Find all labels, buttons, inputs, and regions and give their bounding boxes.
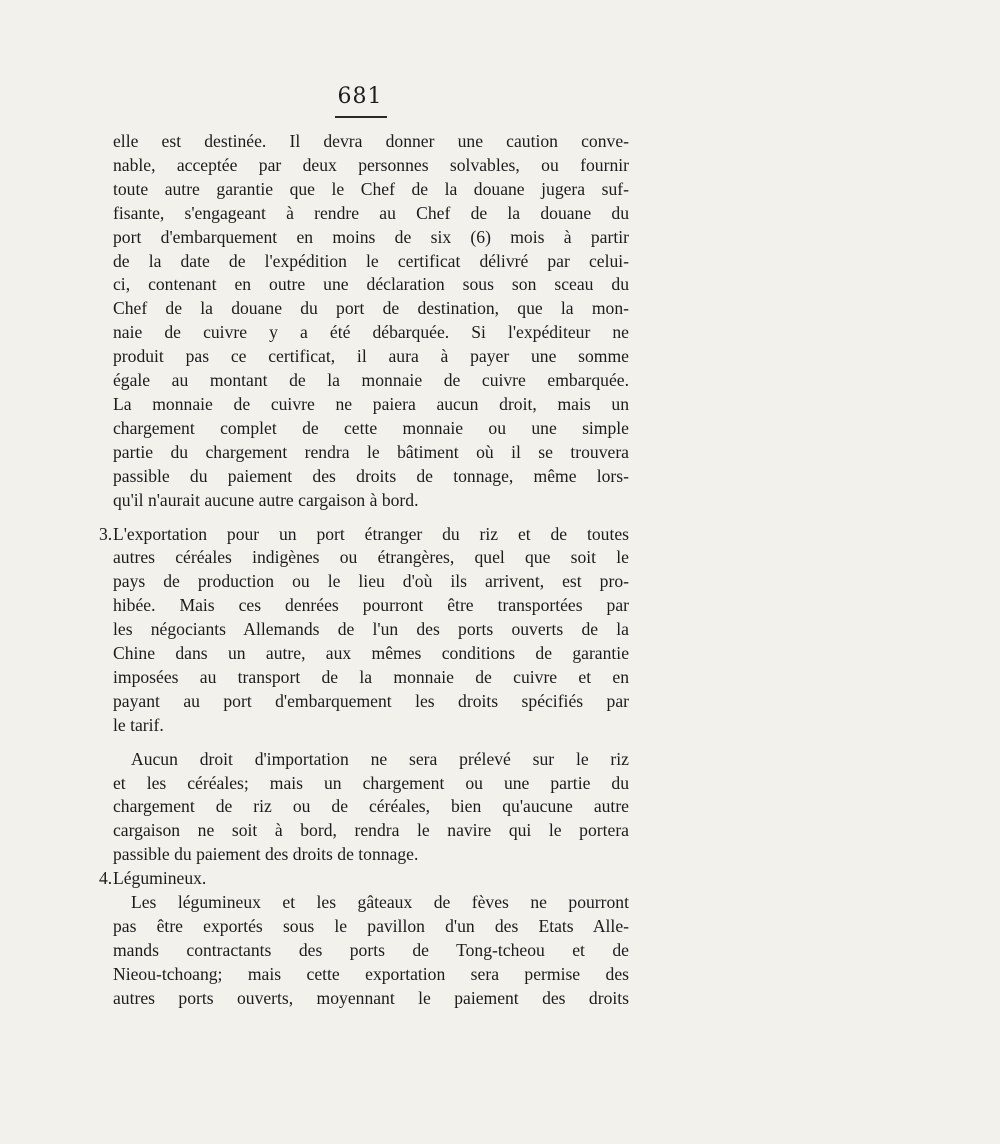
item-4-heading: Légumineux. [113, 868, 207, 889]
text-line: chargement complet de cette monnaie ou une simple [113, 417, 629, 438]
text-line: toute autre garantie que le Chef de la douane jugera suf- [113, 178, 629, 199]
text-line: égale au montant de la monnaie de cuivre embarquée. [113, 370, 629, 391]
text-line: imposées au transport de la monnaie de cuivre et en [113, 666, 629, 687]
text-line: L'exportation pour un port étranger du riz et de toutes [113, 523, 629, 544]
text-line: Les légumineux et les gâteaux de fèves ne pourront [131, 892, 629, 913]
item-4-text [113, 891, 629, 1011]
text-line: naie de cuivre y a été débarquée. Si l'expéditeur ne [113, 322, 629, 343]
paragraph-gap [113, 513, 629, 523]
item-3-number: 3. [99, 523, 113, 544]
item-3-text [113, 523, 629, 738]
text-line: autres céréales indigènes ou étrangères, quel que soit le [113, 547, 629, 568]
text-line: elle est destinée. Il devra donner une caution conve- [113, 131, 629, 151]
text-line: payant au port d'embarquement les droits spécifiés par [113, 690, 629, 711]
text-line: ci, contenant en outre une déclaration sous son sceau du [113, 274, 629, 295]
page-number: 681 [337, 84, 383, 109]
text-line: les négociants Allemands de l'un des ports ouverts de la [113, 619, 629, 640]
text-line: autres ports ouverts, moyennant le paiement des droits [113, 987, 629, 1008]
item-3-rice-cereals [99, 523, 629, 738]
text-line: Aucun droit d'importation ne sera prélevé sur le riz [131, 748, 629, 769]
text-line: de la date de l'expédition le certificat délivré par celui- [113, 250, 629, 271]
text-line: chargement de riz ou de céréales, bien qu'aucune autre [113, 796, 629, 817]
item-4-heading-line [113, 867, 629, 891]
text-line: qu'il n'aurait aucune autre cargaison à bord. [113, 489, 419, 510]
text-line: cargaison ne soit à bord, rendra le navire qui le portera [113, 820, 629, 841]
text-line: nable, acceptée par deux personnes solvables, ou fournir [113, 154, 629, 175]
text-line: fisante, s'engageant à rendre au Chef de la douane du [113, 202, 629, 223]
text-line: et les céréales; mais un chargement ou une partie du [113, 772, 629, 793]
text-line: mands contractants des ports de Tong-tcheou et de [113, 939, 629, 960]
text-line: Nieou-tchoang; mais cette exportation sera permise des [113, 963, 629, 984]
text-line: Chine dans un autre, aux mêmes conditions de garantie [113, 643, 629, 664]
text-line: La monnaie de cuivre ne paiera aucun droit, mais un [113, 393, 629, 414]
text-line: le tarif. [113, 714, 164, 735]
paragraph-import-duty [113, 748, 629, 868]
text-line: Chef de la douane du port de destination, que la mon- [113, 298, 629, 319]
text-line: pas être exportés sous le pavillon d'un des Etats Alle- [113, 916, 629, 936]
text-line: passible du paiement des droits de tonnage. [113, 844, 419, 865]
page-number-rule [335, 116, 387, 118]
text-line: produit pas ce certificat, il aura à payer une somme [113, 346, 629, 367]
item-4-number: 4. [99, 868, 113, 889]
item-4-legumes [99, 867, 629, 1010]
paragraph-copper-coin [113, 130, 629, 513]
text-line: port d'embarquement en moins de six (6) mois à partir [113, 226, 629, 247]
paragraph-gap [113, 738, 629, 748]
text-line: pays de production ou le lieu d'où ils arrivent, est pro- [113, 571, 629, 592]
text-body [99, 130, 629, 1011]
text-line: passible du paiement des droits de tonnage, même lors- [113, 465, 629, 486]
text-line: hibée. Mais ces denrées pourront être transportées par [113, 595, 629, 616]
text-line: partie du chargement rendra le bâtiment où il se trouvera [113, 441, 629, 462]
